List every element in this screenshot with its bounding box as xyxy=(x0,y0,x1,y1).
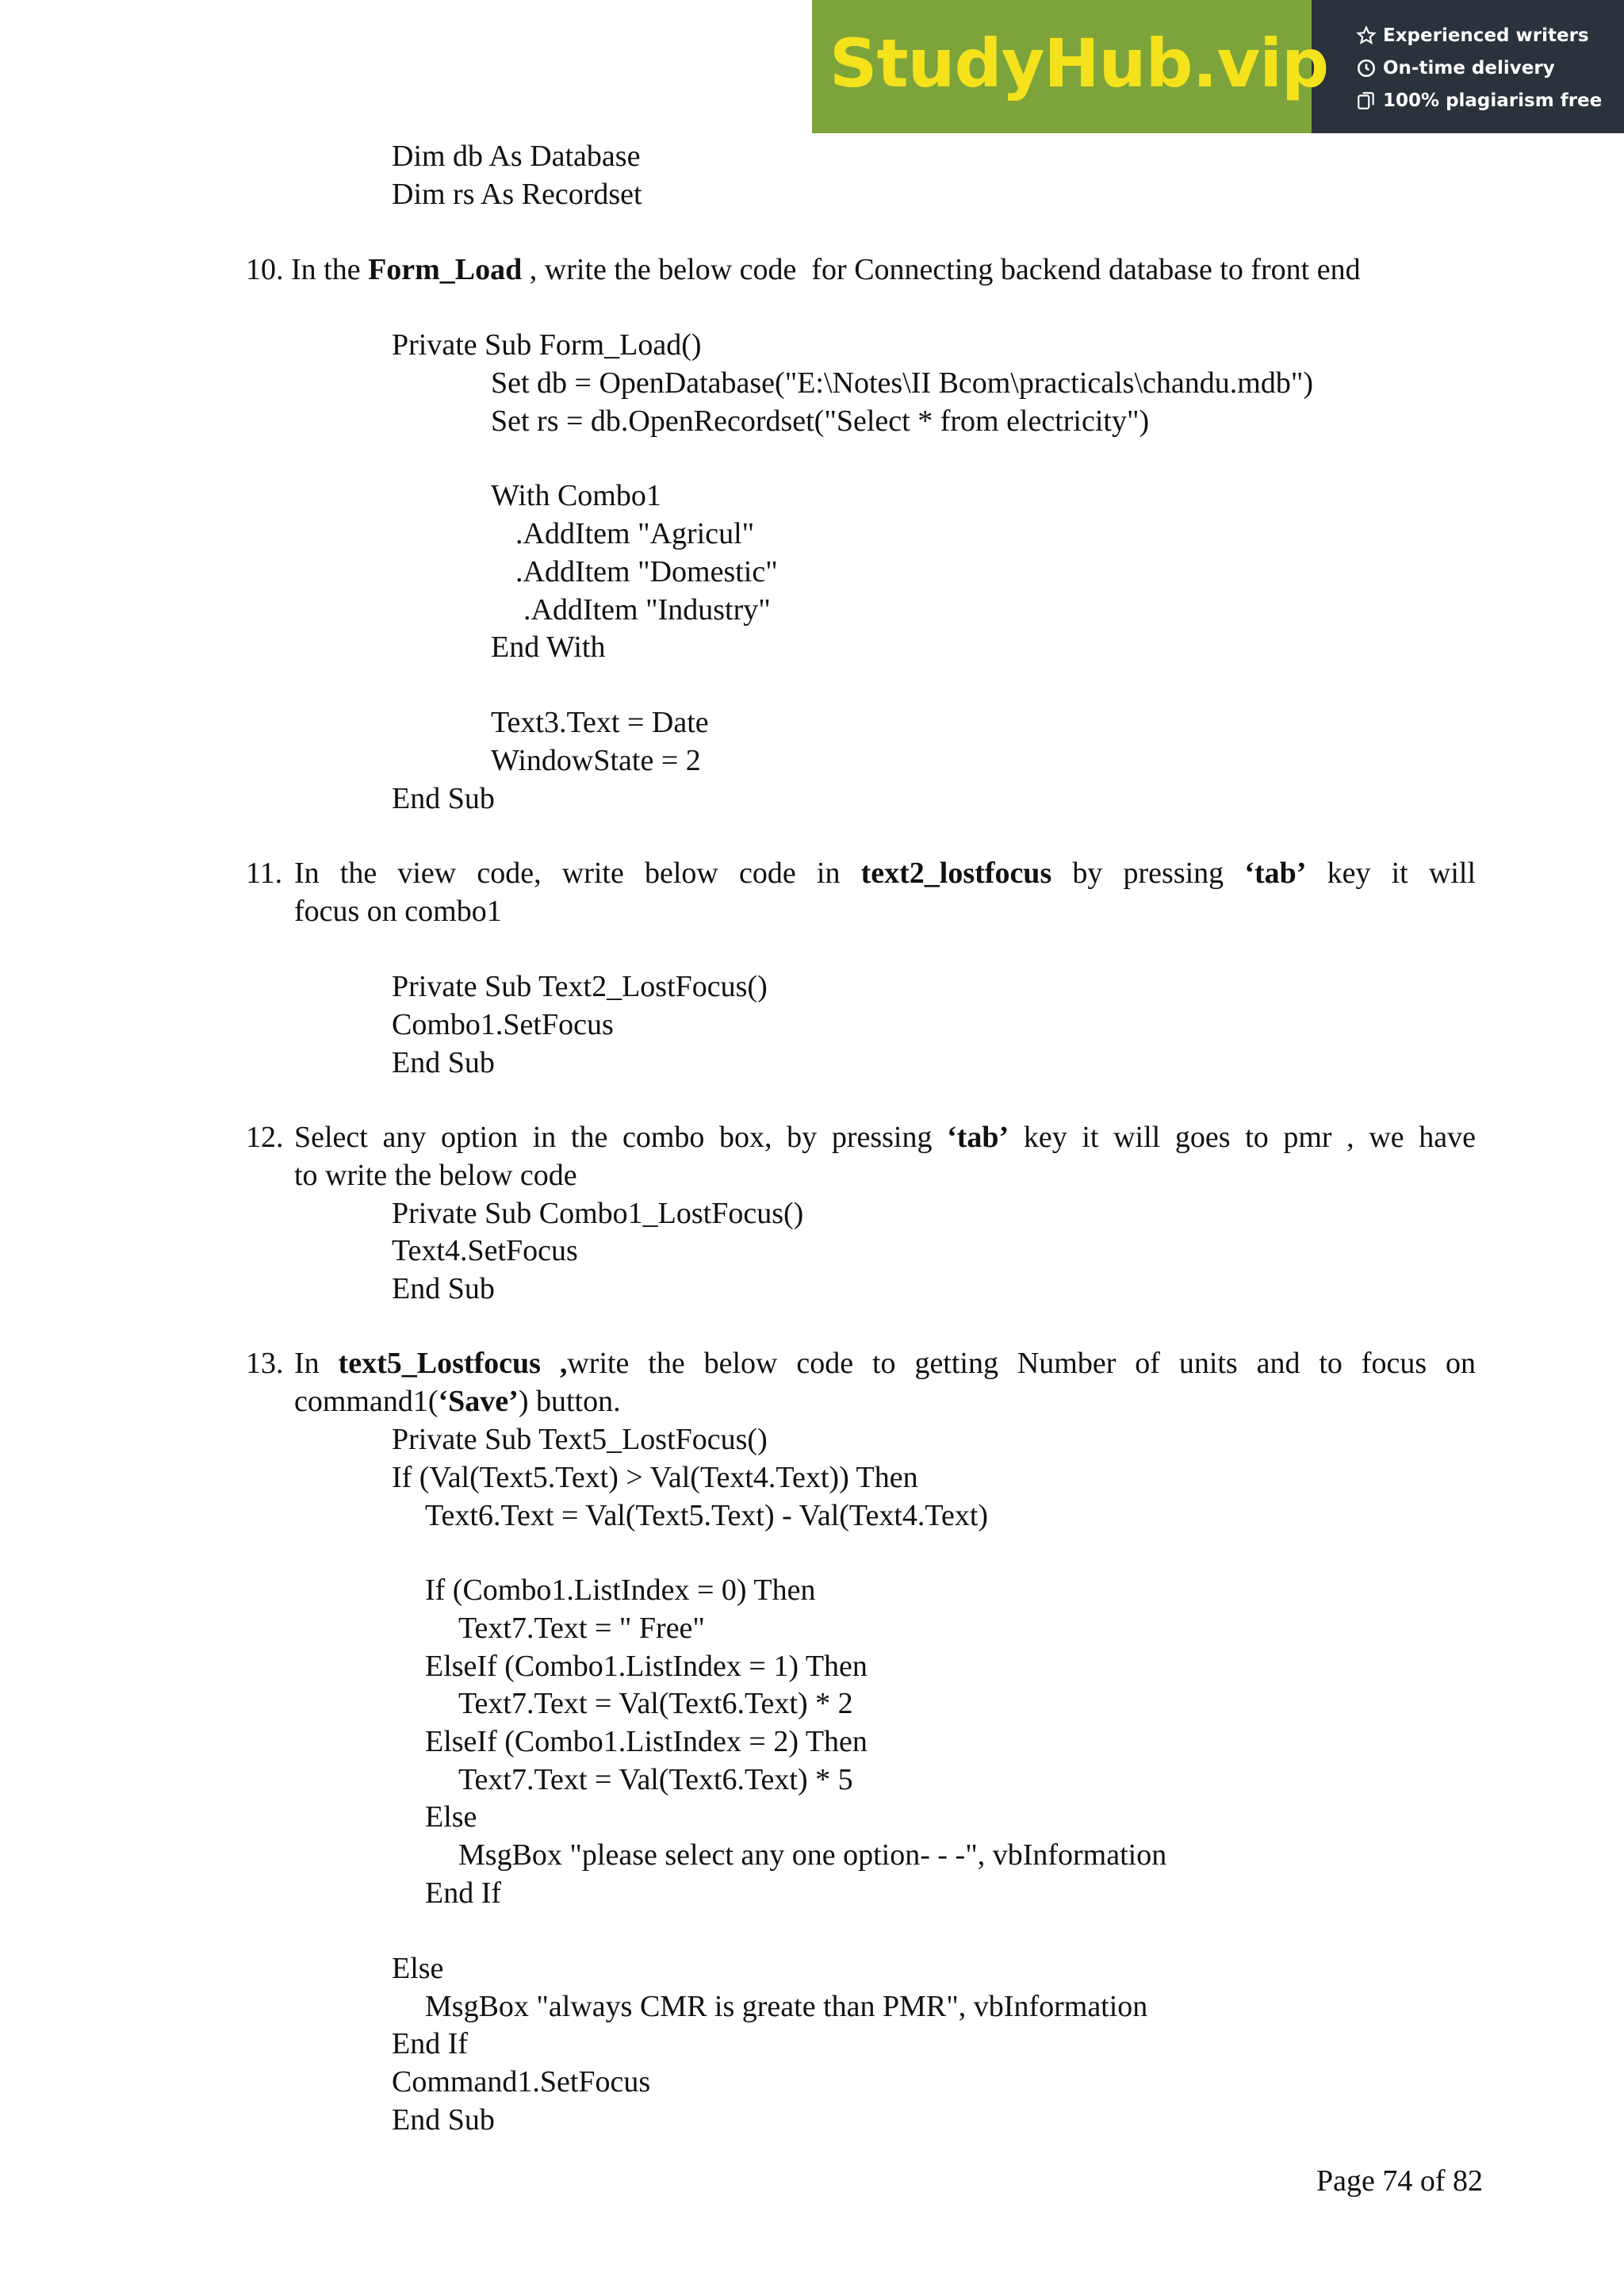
code-line: Else xyxy=(425,1800,477,1834)
page-number: Page 74 of 82 xyxy=(1316,2164,1484,2198)
code-line: Text6.Text = Val(Text5.Text) - Val(Text4.Text) xyxy=(425,1499,989,1532)
code-line: Set rs = db.OpenRecordset("Select * from electricity") xyxy=(491,404,1150,438)
code-line: End Sub xyxy=(392,782,495,815)
code-line: Private Sub Form_Load() xyxy=(392,328,702,362)
feature-label: Experienced writers xyxy=(1383,25,1589,46)
step-10-text: 10. In the Form_Load , write the below code for Connecting backend database to front end xyxy=(246,253,1361,286)
code-line: Text7.Text = " Free" xyxy=(458,1612,705,1645)
code-line: .AddItem "Agricul" xyxy=(515,517,755,550)
code-line: Combo1.SetFocus xyxy=(392,1008,614,1041)
code-line: Dim db As Database xyxy=(392,140,641,173)
code-line: End If xyxy=(392,2027,469,2060)
code-line: Set db = OpenDatabase("E:\Notes\II Bcom\practicals\chandu.mdb") xyxy=(491,366,1313,400)
code-line: Text3.Text = Date xyxy=(491,706,709,739)
studyhub-banner[interactable] xyxy=(812,0,1624,133)
feature-label: On-time delivery xyxy=(1383,57,1555,79)
code-line: ElseIf (Combo1.ListIndex = 1) Then xyxy=(425,1650,868,1683)
code-line: Dim rs As Recordset xyxy=(392,178,642,211)
code-line: Text7.Text = Val(Text6.Text) * 5 xyxy=(458,1763,853,1796)
code-line: End Sub xyxy=(392,2103,495,2137)
banner-features xyxy=(1312,0,1624,133)
code-line: .AddItem "Industry" xyxy=(523,593,771,627)
code-line: MsgBox "please select any one option- - -", vbInformation xyxy=(458,1838,1167,1872)
feature-on-time-delivery xyxy=(1356,52,1624,84)
code-line: Else xyxy=(392,1952,444,1985)
feature-label: 100% plagiarism free xyxy=(1383,90,1603,111)
code-line: Text4.SetFocus xyxy=(392,1234,578,1267)
code-line: WindowState = 2 xyxy=(491,744,701,777)
studyhub-logo[interactable] xyxy=(812,0,1329,133)
step-13-number: 13. xyxy=(246,1347,284,1380)
copy-icon xyxy=(1356,90,1377,111)
step-12-text-line2: to write the below code xyxy=(294,1159,577,1192)
code-line: If (Val(Text5.Text) > Val(Text4.Text)) Then xyxy=(392,1461,918,1494)
feature-plagiarism-free xyxy=(1356,84,1624,117)
code-line: End With xyxy=(491,631,606,664)
step-11-number: 11. xyxy=(246,857,283,890)
code-line: If (Combo1.ListIndex = 0) Then xyxy=(425,1573,816,1607)
logo-text: StudyHub.vip xyxy=(829,25,1329,102)
code-line: ElseIf (Combo1.ListIndex = 2) Then xyxy=(425,1725,868,1758)
step-12-number: 12. xyxy=(246,1121,284,1154)
feature-experienced-writers xyxy=(1356,19,1624,52)
code-line: End If xyxy=(425,1876,502,1910)
code-line: End Sub xyxy=(392,1046,495,1079)
clock-icon xyxy=(1356,58,1377,79)
step-11-text-line2: focus on combo1 xyxy=(294,895,502,928)
code-line: With Combo1 xyxy=(491,479,661,512)
code-line: Private Sub Combo1_LostFocus() xyxy=(392,1197,804,1230)
step-13-text-line2: command1(‘Save’) button. xyxy=(294,1385,621,1418)
code-line: End Sub xyxy=(392,1272,495,1305)
code-line: Private Sub Text2_LostFocus() xyxy=(392,970,768,1003)
star-icon xyxy=(1356,25,1377,46)
step-11-text: In the view code, write below code in text2_lostfocus by pressing ‘tab’ key it will xyxy=(294,857,1476,890)
code-line: Command1.SetFocus xyxy=(392,2065,651,2099)
code-line: Text7.Text = Val(Text6.Text) * 2 xyxy=(458,1687,853,1720)
step-13-text: In text5_Lostfocus ,write the below code to getting Number of units and to focus on xyxy=(294,1347,1476,1380)
code-line: Private Sub Text5_LostFocus() xyxy=(392,1423,768,1456)
code-line: .AddItem "Domestic" xyxy=(515,555,778,588)
step-12-text: Select any option in the combo box, by pressing ‘tab’ key it will goes to pmr , we have xyxy=(294,1121,1476,1154)
code-line: MsgBox "always CMR is greate than PMR", vbInformation xyxy=(425,1990,1148,2023)
